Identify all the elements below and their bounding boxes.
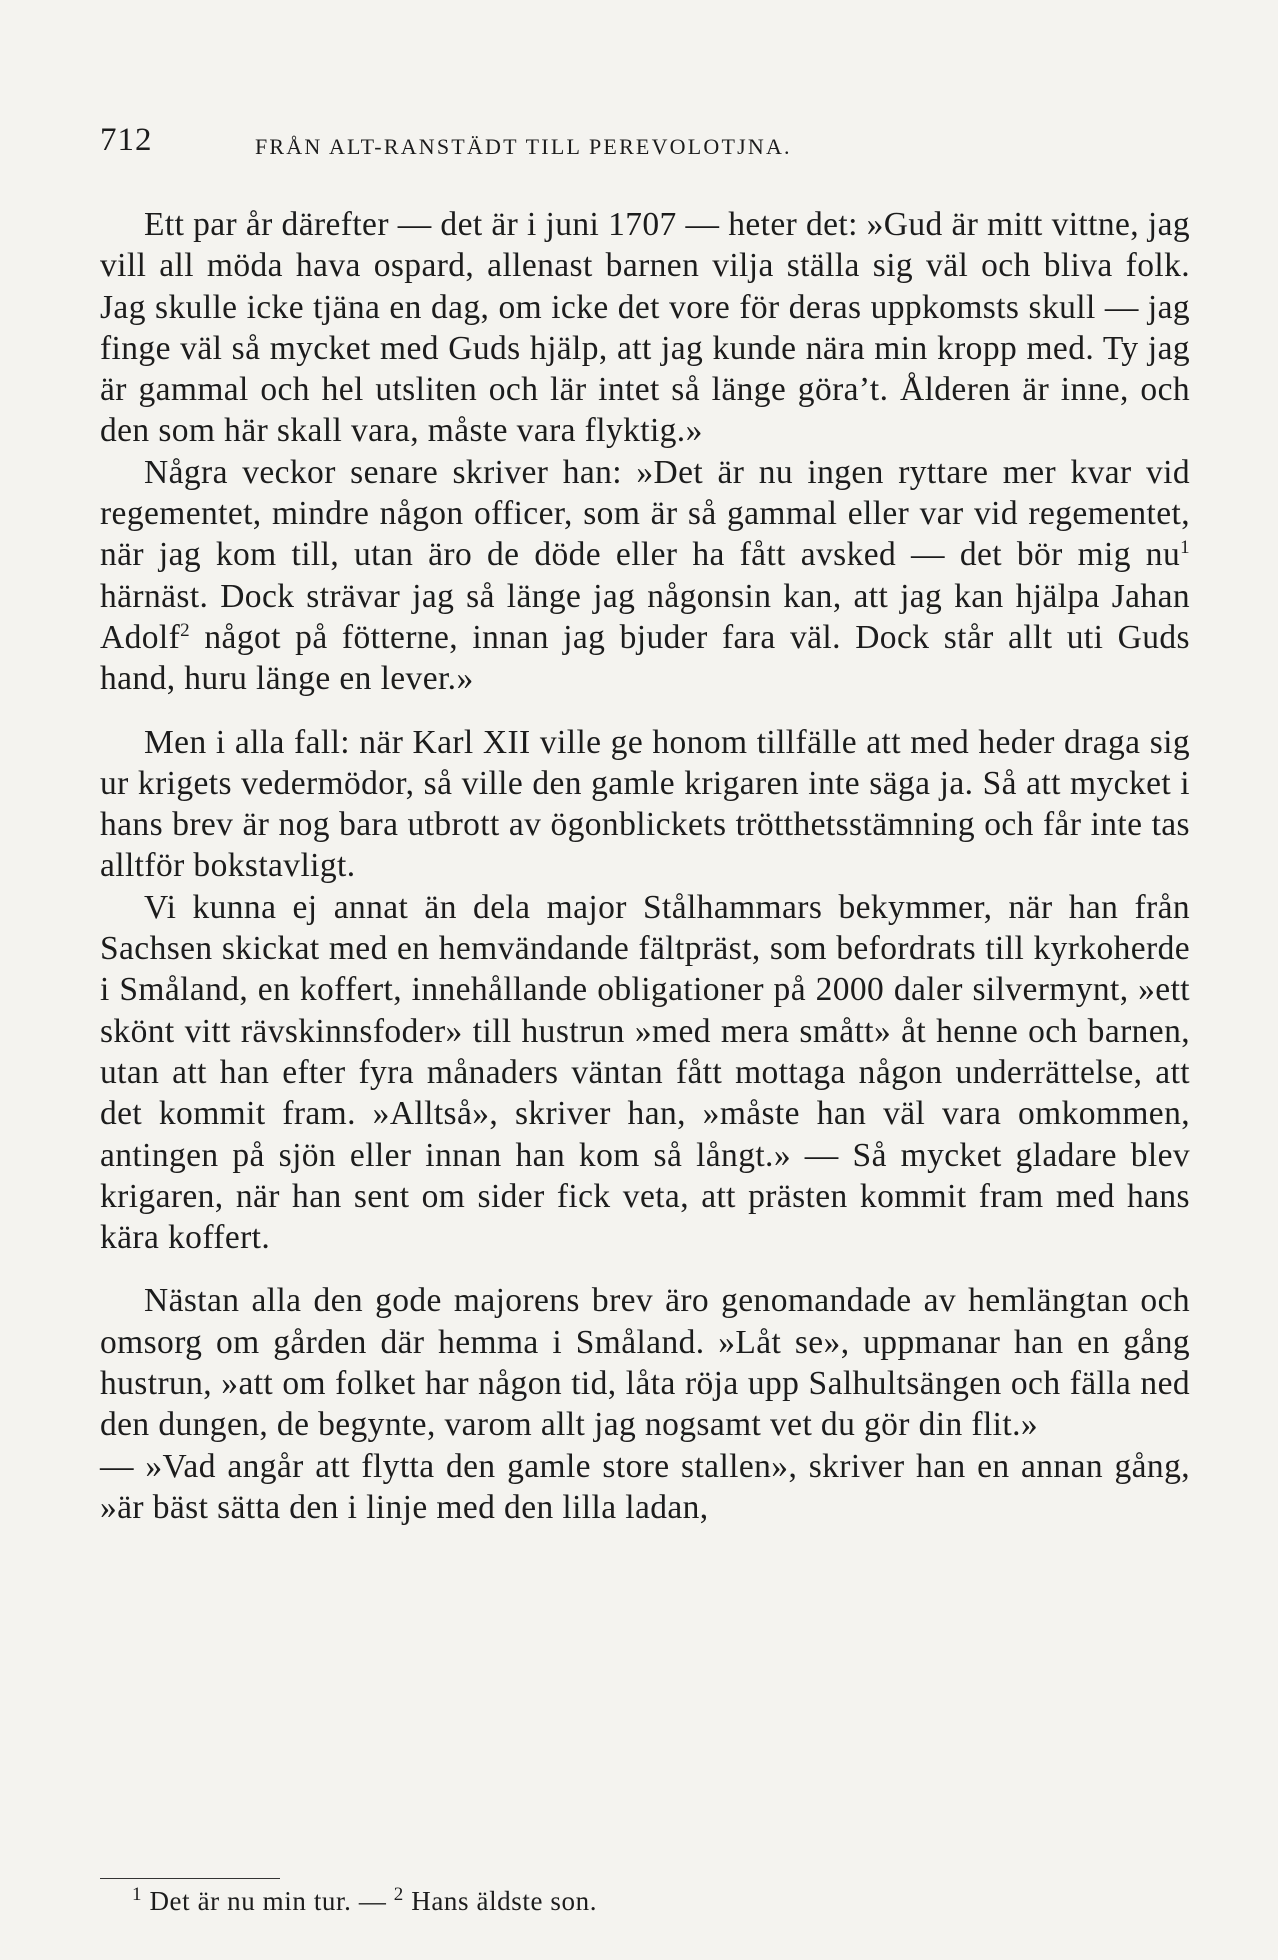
paragraph-3: Men i alla fall: när Karl XII ville ge honom tillfälle att med heder draga sig ur krigets vedermödor, så ville den gamle krigaren inte säga ja. Så att mycket i hans brev är nog bara utbrott av ögonblickets trötthetsstämning och får inte tas alltför bokstavligt. (100, 723, 1190, 885)
footnote-2-text: Hans äldste son. (403, 1886, 598, 1916)
page-header (100, 122, 1200, 159)
footnote-ref-1: 1 (1180, 537, 1190, 559)
footnote-1-text: Det är nu min tur. — (142, 1886, 394, 1916)
footnote-2-mark: 2 (393, 1884, 404, 1905)
running-title: FRÅN ALT-RANSTÄDT TILL PEREVOLOTJNA. (255, 134, 792, 159)
footnotes (132, 1886, 597, 1917)
paragraph-5: Nästan alla den gode majorens brev äro genomandade av hemlängtan och omsorg om gården där hemma i Småland. »Låt se», uppmanar han en gång hustrun, »att om folket har någon tid, låta röja upp Salhultsängen och fälla ned den dungen, de begynte, varom allt jag nogsamt vet du gör din flit.» (100, 1282, 1190, 1444)
paragraph-1: Ett par år därefter — det är i juni 1707 — heter det: »Gud är mitt vittne, jag vill all möda hava ospard, allenast barnen vilja ställa sig väl och bliva folk. Jag skulle icke tjäna en dag, om icke det vore för deras uppkomsts skull — jag finge väl så mycket med Guds hjälp, att jag kunde nära min kropp med. Ty jag är gammal och hel utsliten och lär intet så länge göra’t. Ålderen är inne, och den som här skall vara, måste vara flyktig.» (100, 206, 1190, 450)
paragraph-6: — »Vad angår att flytta den gamle store stallen», skriver han en annan gång, »är bäst sätta den i linje med den lilla ladan, (100, 1447, 1190, 1526)
paragraph-2-part-b: härnäst. Dock strävar jag så länge jag någonsin kan, att jag kan hjälpa Jahan Adolf (100, 577, 1190, 656)
paragraph-2-part-c: något på fötterne, innan jag bjuder fara väl. Dock står allt uti Guds hand, huru länge en lever.» (100, 618, 1190, 698)
footnote-ref-2: 2 (180, 619, 191, 641)
footnote-1-mark: 1 (132, 1884, 143, 1905)
paragraph-2 (100, 452, 1190, 700)
paragraph-4: Vi kunna ej annat än dela major Stålhammars bekymmer, när han från Sachsen skickat med en hemvändande fältpräst, som befordrats till kyrkoherde i Småland, en koffert, innehållande obligationer på 2000 daler silvermynt, »ett skönt vitt rävskinnsfoder» till hustrun »med mera smått» åt henne och barnen, utan att han efter fyra månaders väntan fått mottaga någon underrättelse, att det kommit fram. »Alltså», skriver han, »måste han väl vara omkommen, antingen på sjön eller innan han kom så långt.» — Så mycket gladare blev krigaren, när han sent om sider fick veta, att prästen kommit fram med hans kära koffert. (100, 888, 1190, 1257)
body-text (100, 204, 1190, 1528)
footnote-divider (100, 1878, 280, 1879)
paragraph-2-part-a: Några veckor senare skriver han: »Det är nu ingen ryttare mer kvar vid regementet, mindre någon officer, som är så gammal eller var vid regementet, när jag kom till, utan äro de döde eller ha fått avsked — det bör mig nu (100, 453, 1190, 574)
page-number: 712 (100, 122, 153, 158)
